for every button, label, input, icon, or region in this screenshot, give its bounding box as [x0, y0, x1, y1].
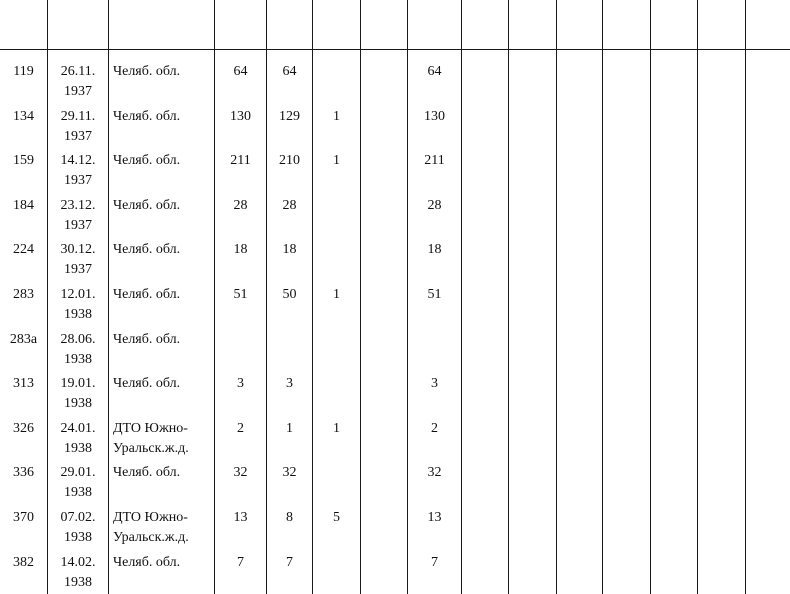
cell-c4: 32: [233, 465, 248, 480]
date-day-month: 29.01.: [60, 465, 96, 480]
region-line-1: Челяб. обл.: [113, 153, 181, 168]
cell-c8: 2: [431, 421, 438, 436]
cell-c8: 64: [427, 64, 442, 79]
date-day-month: 28.06.: [60, 332, 96, 347]
cell-c8: 3: [431, 376, 438, 391]
region-line-1: Челяб. обл.: [113, 109, 181, 124]
cell-region: [113, 151, 214, 171]
cell-c8: 28: [427, 198, 442, 213]
cell-date: [48, 508, 108, 548]
cell-region: [113, 419, 214, 459]
date-year: 1938: [64, 485, 92, 500]
date-day-month: 07.02.: [60, 510, 96, 525]
cell-c4: 13: [233, 510, 248, 525]
region-line-1: Челяб. обл.: [113, 198, 181, 213]
cell-date: [48, 107, 108, 147]
date-year: 1938: [64, 441, 92, 456]
cell-num: 313: [13, 376, 34, 391]
cell-date: [48, 151, 108, 191]
cell-c8: 32: [427, 465, 442, 480]
cell-c6: 5: [333, 510, 340, 525]
cell-region: [113, 285, 214, 305]
date-day-month: 14.12.: [60, 153, 96, 168]
cell-num: 336: [13, 465, 34, 480]
date-year: 1938: [64, 530, 92, 545]
date-day-month: 24.01.: [60, 421, 96, 436]
cell-region: [113, 196, 214, 216]
header-rule: [0, 49, 790, 50]
date-day-month: 29.11.: [60, 109, 96, 124]
cell-c5: 32: [282, 465, 297, 480]
region-line-2: Уральск.ж.д.: [113, 441, 189, 456]
cell-region: [113, 240, 214, 260]
cell-date: [48, 419, 108, 459]
cell-c8: 18: [427, 242, 442, 257]
date-day-month: 19.01.: [60, 376, 96, 391]
cell-num: 224: [13, 242, 34, 257]
date-year: 1938: [64, 352, 92, 367]
cell-num: 382: [13, 555, 34, 570]
date-day-month: 14.02.: [60, 555, 96, 570]
column-rule: [697, 0, 698, 594]
region-line-1: Челяб. обл.: [113, 287, 181, 302]
column-rule: [650, 0, 651, 594]
date-day-month: 26.11.: [60, 64, 96, 79]
cell-c6: 1: [333, 421, 340, 436]
cell-c4: 3: [237, 376, 244, 391]
column-rule: [602, 0, 603, 594]
cell-region: [113, 463, 214, 483]
date-year: 1937: [64, 84, 92, 99]
date-year: 1937: [64, 262, 92, 277]
cell-region: [113, 553, 214, 573]
date-day-month: 23.12.: [60, 198, 96, 213]
date-day-month: 30.12.: [60, 242, 96, 257]
cell-date: [48, 553, 108, 593]
region-line-1: Челяб. обл.: [113, 64, 181, 79]
cell-num: 119: [13, 64, 34, 79]
date-year: 1937: [64, 129, 92, 144]
cell-num: 134: [13, 109, 34, 124]
cell-c8: 51: [427, 287, 442, 302]
cell-c4: 51: [233, 287, 248, 302]
cell-date: [48, 330, 108, 370]
cell-region: [113, 107, 214, 127]
cell-c5: 50: [282, 287, 297, 302]
column-rule: [108, 0, 109, 594]
cell-c8: 13: [427, 510, 442, 525]
date-year: 1938: [64, 575, 92, 590]
region-line-1: Челяб. обл.: [113, 465, 181, 480]
cell-c4: 211: [230, 153, 251, 168]
region-line-1: ДТО Южно-: [113, 421, 188, 436]
cell-c5: 3: [286, 376, 293, 391]
cell-num: 184: [13, 198, 34, 213]
cell-c5: 210: [279, 153, 300, 168]
date-year: 1937: [64, 218, 92, 233]
cell-num: 159: [13, 153, 34, 168]
cell-region: [113, 330, 214, 350]
cell-date: [48, 285, 108, 325]
cell-c4: 7: [237, 555, 244, 570]
cell-c5: 18: [282, 242, 297, 257]
cell-num: 326: [13, 421, 34, 436]
column-rule: [508, 0, 509, 594]
cell-c5: 28: [282, 198, 297, 213]
column-rule: [461, 0, 462, 594]
cell-region: [113, 374, 214, 394]
cell-num: 283: [13, 287, 34, 302]
cell-c8: 7: [431, 555, 438, 570]
region-line-1: Челяб. обл.: [113, 555, 181, 570]
column-rule: [360, 0, 361, 594]
cell-date: [48, 62, 108, 102]
cell-num: 370: [13, 510, 34, 525]
cell-region: [113, 508, 214, 548]
cell-c5: 64: [282, 64, 297, 79]
cell-c5: 1: [286, 421, 293, 436]
cell-c4: 2: [237, 421, 244, 436]
cell-c6: 1: [333, 153, 340, 168]
cell-c8: 130: [424, 109, 445, 124]
cell-date: [48, 240, 108, 280]
cell-c8: 211: [424, 153, 445, 168]
column-rule: [556, 0, 557, 594]
date-year: 1937: [64, 173, 92, 188]
cell-c4: 64: [233, 64, 248, 79]
date-day-month: 12.01.: [60, 287, 96, 302]
region-line-1: Челяб. обл.: [113, 376, 181, 391]
cell-date: [48, 463, 108, 503]
cell-c4: 28: [233, 198, 248, 213]
cell-num: 283а: [9, 332, 38, 347]
cell-region: [113, 62, 214, 82]
cell-c4: 18: [233, 242, 248, 257]
column-rule: [745, 0, 746, 594]
date-year: 1938: [64, 396, 92, 411]
cell-date: [48, 196, 108, 236]
region-line-1: Челяб. обл.: [113, 242, 181, 257]
region-line-1: ДТО Южно-: [113, 510, 188, 525]
date-year: 1938: [64, 307, 92, 322]
region-line-2: Уральск.ж.д.: [113, 530, 189, 545]
region-line-1: Челяб. обл.: [113, 332, 181, 347]
cell-c6: 1: [333, 109, 340, 124]
cell-c5: 129: [279, 109, 300, 124]
cell-date: [48, 374, 108, 414]
cell-c5: 8: [286, 510, 293, 525]
cell-c5: 7: [286, 555, 293, 570]
cell-c4: 130: [230, 109, 251, 124]
cell-c6: 1: [333, 287, 340, 302]
